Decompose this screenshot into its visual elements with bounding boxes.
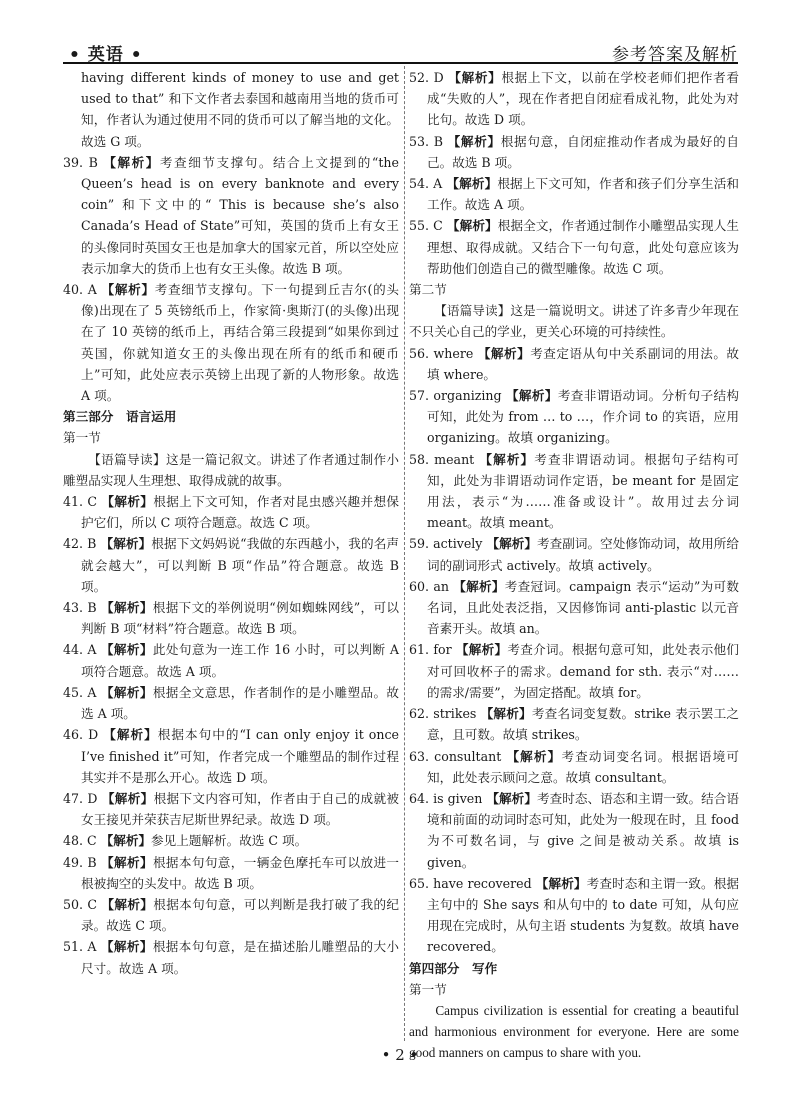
analysis-text: 根据下文内容可知，作者由于自己的成就被女王接见并荣获吉尼斯世界纪录。故选 D 项。: [81, 790, 400, 828]
analysis-tag: 【解析】: [100, 642, 153, 658]
continuation-text: having different kinds of money to use and get used to that” 和下文作者去泰国和越南用当地的货币可知，作者认为通过使用不同的货币可以了解当地的文化。故选 G 项。: [81, 70, 399, 149]
section1-heading: 第一节: [63, 430, 101, 446]
analysis-tag: 【解析】: [505, 388, 558, 404]
answer-key: 55. C: [409, 218, 447, 234]
analysis-text: 根据全文意思，作者制作的是小雕塑品。故选 A 项。: [81, 684, 400, 722]
answer-key: 63. consultant: [409, 748, 507, 764]
analysis-text: 根据上下文可知，作者对昆虫感兴趣并想保护它们，所以 C 项符合题意。故选 C 项。: [81, 494, 400, 531]
answer-item: [409, 449, 739, 534]
subject-label: • 英语 •: [69, 45, 143, 65]
answer-key: 44. A: [63, 642, 101, 658]
analysis-tag: 【解析】: [101, 494, 154, 510]
answer-item: [63, 491, 399, 533]
answer-item: [63, 852, 399, 894]
answer-key: 65. have recovered: [409, 875, 536, 891]
answer-item: [409, 639, 739, 703]
answer-item: [409, 533, 739, 575]
answer-item: [63, 936, 399, 978]
answer-item: [409, 788, 739, 873]
analysis-text: 此处句意为一连工作 16 小时，可以判断 A 项符合题意。故选 A 项。: [81, 642, 399, 679]
essay-text: Campus civilization is essential for creating a beautiful and harmonious environment for everyone. Here are some good manners on campus to share with you.: [409, 1002, 739, 1061]
answer-item: [409, 746, 739, 788]
analysis-text: 考查时态和主谓一致。根据主句中的 She says 和从句中的 to date 可知，从句应用现在完成时，从句主语 students 为复数。故填 have recovered。: [427, 875, 740, 955]
analysis-text: 考查细节支撑句。下一句提到丘吉尔(的头像)出现在了 5 英镑纸币上，作家简·奥斯汀(的头像)出现在了 10 英镑的纸币上，再结合第三段提到“如果你到过英国，你就知道女王的头像出现在所有的纸币和硬币上”可知，此处应表示英镑上出现了新的人物形象。故选 A 项。: [81, 282, 399, 404]
answer-key: 61. for: [409, 642, 456, 658]
part3-heading: 第三部分 语言运用: [63, 409, 177, 425]
answer-item: [409, 131, 739, 173]
analysis-tag: 【解析】: [448, 70, 502, 85]
analysis-tag: 【解析】: [101, 854, 153, 870]
analysis-text: 考查非谓语动词。根据句子结构可知，此处为非谓语动词作定语，be meant for 是固定用法，表示“为……准备或设计”。故用过去分词 meant。故填 meant。: [427, 451, 740, 531]
answer-item: [409, 173, 739, 215]
answer-item: [63, 533, 399, 597]
answer-item: [409, 67, 739, 131]
answer-item: [409, 215, 739, 279]
answer-key: 47. D: [63, 790, 102, 806]
answer-key: 58. meant: [409, 451, 480, 467]
right-column: [409, 67, 739, 1064]
answer-item: [409, 703, 739, 745]
analysis-text: 根据本句句意，是在描述胎儿雕塑品的大小尺寸。故选 A 项。: [81, 939, 400, 976]
answer-item: [63, 788, 399, 830]
page-header: [63, 40, 738, 65]
analysis-text: 考查非谓语动词。分析句子结构可知，此处为 from … to …，作介词 to 的宾语，应用 organizing。故填 organizing。: [427, 388, 739, 446]
part4-heading: 第四部分 写作: [409, 960, 498, 976]
analysis-text: 参见上题解析。故选 C 项。: [151, 833, 308, 849]
answer-key: 54. A: [409, 176, 447, 192]
answer-key: 48. C: [63, 833, 101, 849]
analysis-tag: 【解析】: [446, 176, 498, 192]
answer-key: 52. D: [409, 70, 449, 85]
analysis-tag: 【解析】: [486, 790, 537, 806]
analysis-text: 考查定语从句中关系副词的用法。故填 where。: [427, 345, 740, 382]
analysis-tag: 【解析】: [486, 536, 537, 552]
section2-heading: 第二节: [409, 282, 447, 298]
analysis-text: 考查名词变复数。strike 表示罢工之意，且可数。故填 strikes。: [427, 706, 739, 743]
analysis-tag: 【解析】: [446, 218, 498, 234]
answer-list-reading: [63, 152, 399, 406]
analysis-text: 考查动词变名词。根据语境可知，此处表示顾问之意。故填 consultant。: [427, 748, 740, 785]
analysis-tag: 【解析】: [479, 451, 535, 467]
answer-key: 46. D: [63, 727, 104, 743]
analysis-tag: 【解析】: [100, 536, 152, 552]
section2-intro: 【语篇导读】这是一篇说明文。讲述了许多青少年现在不只关心自己的学业，更关心环境的可持续性。: [409, 303, 739, 340]
analysis-text: 根据本句句意，可以判断是我打破了我的纪录。故选 C 项。: [81, 896, 400, 934]
analysis-tag: 【解析】: [100, 684, 153, 700]
answer-key: 45. A: [63, 684, 101, 700]
answer-key: 60. an: [409, 578, 454, 594]
analysis-tag: 【解析】: [101, 600, 153, 616]
answer-item: [409, 576, 739, 640]
answer-key: 51. A: [63, 939, 101, 955]
answer-item: [63, 639, 399, 681]
answer-key: 53. B: [409, 133, 448, 149]
analysis-tag: 【解析】: [480, 706, 532, 722]
analysis-tag: 【解析】: [455, 642, 508, 658]
answer-list-cloze: [63, 491, 399, 979]
analysis-text: 根据本句句意，一辆金色摩托车可以放进一根被掏空的头发中。故选 B 项。: [81, 854, 400, 891]
analysis-text: 考查时态、语态和主谓一致。结合语境和前面的动词时态可知，此处为一般现在时，且 food 为不可数名词，与 give 之间是被动关系。故填 is given。: [427, 790, 740, 870]
answer-key: 39. B: [63, 154, 104, 170]
analysis-tag: 【解析】: [535, 875, 587, 891]
analysis-text: 考查冠词。campaign 表示“运动”为可数名词，且此处表泛指，又因修饰词 anti-plastic 以元音音素开头。故填 an。: [427, 578, 740, 637]
answer-key: 64. is given: [409, 790, 487, 806]
analysis-tag: 【解析】: [101, 790, 154, 806]
analysis-text: 根据全文，作者通过制作小雕塑品实现人生理想、取得成就。又结合下一句句意，此处句意应该为帮助他们创造自己的微型雕像。故选 C 项。: [427, 218, 740, 276]
answer-key: 56. where: [409, 345, 478, 361]
part4-section1-heading: 第一节: [409, 981, 447, 997]
section-title: 参考答案及解析: [612, 45, 738, 65]
analysis-tag: 【解析】: [100, 939, 153, 955]
analysis-text: 根据本句中的“I can only enjoy it once I’ve finished it”可知，作者完成一个雕塑品的制作过程其实并不是那么开心。故选 D 项。: [81, 727, 399, 785]
analysis-tag: 【解析】: [453, 578, 505, 594]
answer-item: [63, 894, 399, 936]
analysis-tag: 【解析】: [103, 154, 160, 170]
section1-intro: 【语篇导读】这是一篇记叙文。讲述了作者通过制作小雕塑品实现人生理想、取得成就的故事。: [63, 451, 399, 488]
answer-item: [63, 682, 399, 724]
analysis-tag: 【解析】: [101, 896, 154, 912]
analysis-text: 考查副词。空处修饰动词，故用所给词的副词形式 actively。故填 actively。: [427, 536, 739, 573]
left-column: [63, 67, 399, 979]
answer-item: [63, 152, 399, 279]
analysis-text: 根据上下文可知，作者和孩子们分享生活和工作。故选 A 项。: [427, 176, 740, 213]
analysis-text: 根据下文妈妈说“我做的东西越小，我的名声就会越大”，可以判断 B 项“作品”符合题意。故选 B 项。: [81, 536, 399, 594]
analysis-tag: 【解析】: [477, 345, 531, 361]
answer-key: 62. strikes: [409, 706, 481, 722]
answer-key: 59. actively: [409, 536, 487, 552]
answer-item: [409, 343, 739, 385]
analysis-text: 根据上下文，以前在学校老师们把作者看成“失败的人”，现在作者把自闭症看成礼物，此处为对比句。故选 D 项。: [427, 70, 739, 128]
answer-item: [409, 385, 739, 449]
analysis-text: 考查介词。根据句意可知，此处表示他们对可回收杯子的需求。demand for sth. 表示“对……的需求/需要”，为固定搭配。故填 for。: [427, 642, 739, 700]
answer-list-grammar: [409, 343, 739, 958]
analysis-text: 根据句意，自闭症推动作者成为最好的自己。故选 B 项。: [427, 133, 740, 170]
answer-item: [63, 279, 399, 406]
analysis-text: 根据下文的举例说明“例如蜘蛛网线”，可以判断 B 项“材料”符合题意。故选 B 项。: [81, 600, 399, 637]
analysis-tag: 【解析】: [447, 133, 501, 149]
answer-key: 42. B: [63, 536, 101, 552]
answer-key: 57. organizing: [409, 388, 506, 404]
page-number: • 2 •: [381, 1046, 419, 1064]
column-divider: [404, 66, 405, 1041]
answer-key: 40. A: [63, 282, 102, 298]
analysis-tag: 【解析】: [101, 282, 155, 298]
answer-item: [63, 724, 399, 788]
answer-key: 50. C: [63, 896, 102, 912]
analysis-tag: 【解析】: [103, 727, 158, 743]
analysis-tag: 【解析】: [100, 833, 152, 849]
header-rule: [63, 62, 738, 64]
answer-list-cloze-cont: [409, 67, 739, 279]
answer-item: [63, 830, 399, 851]
answer-key: 43. B: [63, 600, 101, 616]
answer-item: [63, 597, 399, 639]
analysis-text: 考查细节支撑句。结合上文提到的“the Queen’s head is on every banknote and every coin” 和下文中的“ This is because she’s also Canada’s Head of State”可知，英国的货币上有女王的头像同时英国女王也是加拿大的国家元首，所以空处应表示加拿大的货币上也有女王头像。故选 B 项。: [81, 154, 399, 276]
answer-item: [409, 873, 739, 958]
answer-key: 41. C: [63, 494, 102, 510]
analysis-tag: 【解析】: [506, 748, 562, 764]
answer-key: 49. B: [63, 854, 102, 870]
